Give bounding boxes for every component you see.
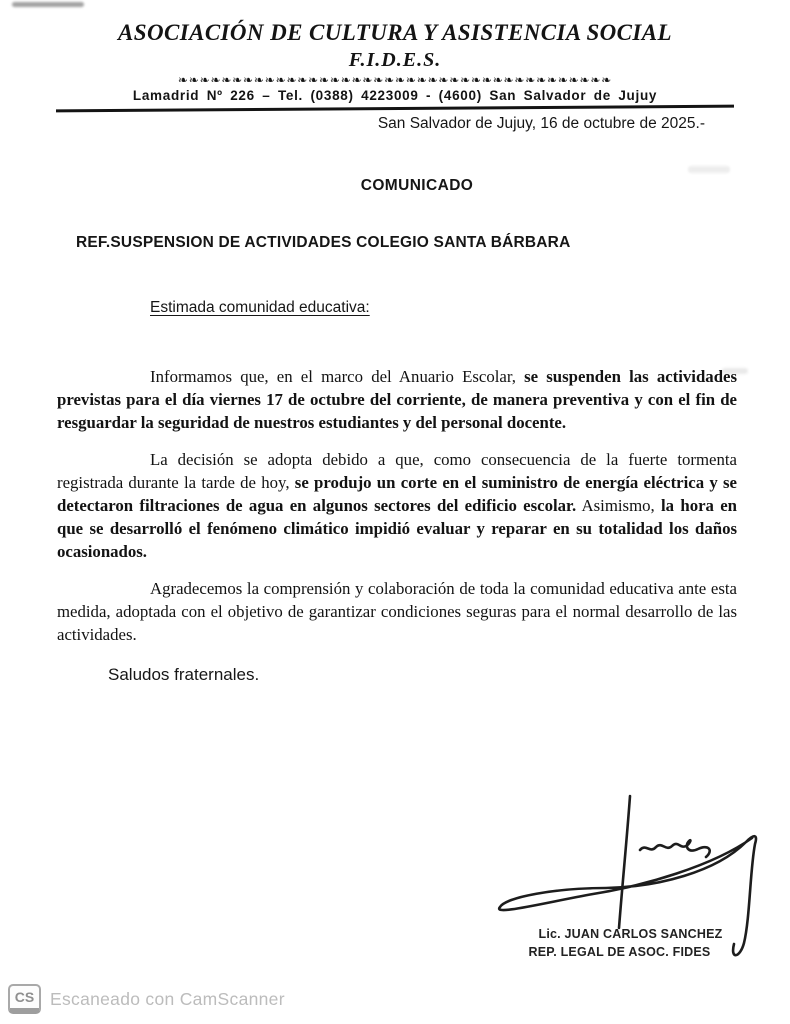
letter-body <box>0 365 790 646</box>
reference-line: REF.SUSPENSION DE ACTIVIDADES COLEGIO SANTA BÁRBARA <box>76 234 571 251</box>
signer-name: Lic. JUAN CARLOS SANCHEZ <box>538 927 723 941</box>
signature-labels <box>478 926 783 961</box>
scan-smudge <box>12 2 84 7</box>
organization-acronym: F.I.D.E.S. <box>348 49 442 71</box>
signer-role: REP. LEGAL DE ASOC. FIDES <box>528 944 711 959</box>
camscanner-footer <box>8 984 285 1014</box>
dateline: San Salvador de Jujuy, 16 de octubre de 2025.- <box>377 115 705 132</box>
paragraph: Informamos que, en el marco del Anuario Escolar, se suspenden las actividades previstas para el día viernes 17 de octubre del corriente, de manera preventiva y con el fin de resguardar la seguridad de nuestros estudiantes y del personal docente. <box>57 367 738 432</box>
paragraph: Agradecemos la comprensión y colaboración de toda la comunidad educativa ante esta medida, adoptada con el objetivo de garantizar condiciones seguras para el normal desarrollo de las actividades. <box>57 579 737 644</box>
scan-smudge <box>688 166 730 173</box>
letterhead <box>0 0 790 110</box>
salutation: Estimada comunidad educativa: <box>150 299 370 316</box>
closing-line: Saludos fraternales. <box>108 665 260 684</box>
camscanner-icon: CS <box>8 984 41 1014</box>
scan-smudge <box>722 368 748 374</box>
document-title: COMUNICADO <box>360 177 474 194</box>
ornament-divider: ❧❧❧❧❧❧❧❧❧❧❧❧❧❧❧❧❧❧❧❧❧❧❧❧❧❧❧❧❧❧❧❧❧❧❧❧❧❧❧❧ <box>177 73 613 87</box>
paragraph: La decisión se adopta debido a que, como consecuencia de la fuerte tormenta registrada durante la tarde de hoy, se produjo un corte en el suministro de energía eléctrica y se detectaron filtraciones de agua en algunos sectores del edificio escolar. Asimismo, la hora en que se desarrolló el fenómeno climático impidió evaluar y reparar en su totalidad los daños ocasionados. <box>57 450 737 561</box>
letterhead-rule <box>56 105 734 113</box>
camscanner-watermark-text: Escaneado con CamScanner <box>50 988 285 1009</box>
signature-block <box>478 788 783 998</box>
letterhead-address: Lamadrid Nº 226 – Tel. (0388) 4223009 - (4600) San Salvador de Jujuy <box>132 88 658 103</box>
organization-name: ASOCIACIÓN DE CULTURA Y ASISTENCIA SOCIAL <box>118 20 672 45</box>
